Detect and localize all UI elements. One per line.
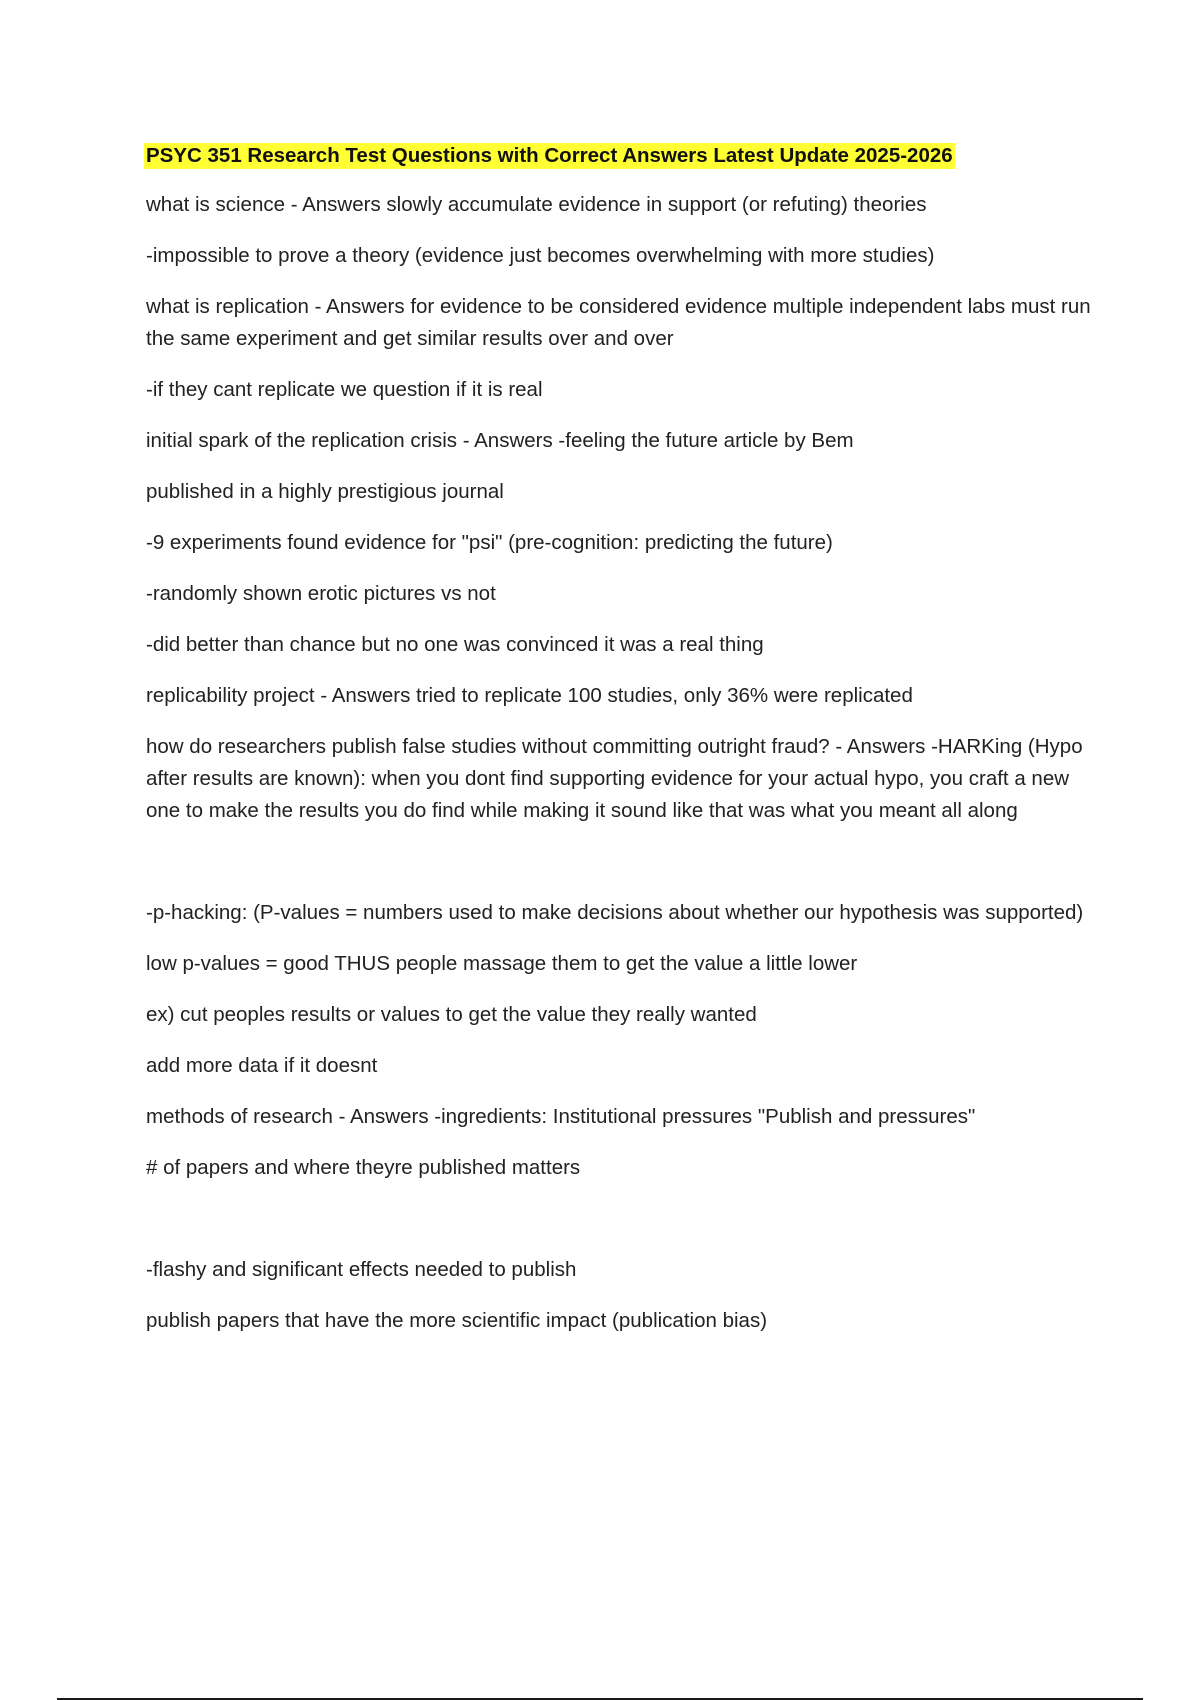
document-title: PSYC 351 Research Test Questions with Correct Answers Latest Update 2025-2026 bbox=[146, 144, 953, 167]
paragraph: -if they cant replicate we question if it is real bbox=[146, 378, 543, 401]
paragraph: publish papers that have the more scientific impact (publication bias) bbox=[146, 1309, 768, 1332]
paragraph: replicability project - Answers tried to replicate 100 studies, only 36% were replicated bbox=[146, 684, 913, 707]
paragraph: -randomly shown erotic pictures vs not bbox=[146, 582, 496, 605]
paragraph: initial spark of the replication crisis - Answers -feeling the future article by Bem bbox=[146, 429, 854, 452]
paragraph: ex) cut peoples results or values to get the value they really wanted bbox=[146, 1003, 757, 1026]
paragraph: -did better than chance but no one was convinced it was a real thing bbox=[146, 633, 764, 656]
paragraph: -9 experiments found evidence for "psi" (pre-cognition: predicting the future) bbox=[146, 531, 833, 554]
paragraph: what is replication - Answers for evidence to be considered evidence multiple independent labs must run the same experiment and get similar results over and over bbox=[146, 295, 1091, 350]
paragraph: # of papers and where theyre published matters bbox=[146, 1156, 581, 1179]
paragraph: low p-values = good THUS people massage them to get the value a little lower bbox=[146, 952, 858, 975]
document-body bbox=[146, 143, 1096, 1356]
paragraph: what is science - Answers slowly accumulate evidence in support (or refuting) theories bbox=[146, 193, 927, 216]
paragraph: published in a highly prestigious journal bbox=[146, 480, 504, 503]
paragraph: -p-hacking: (P-values = numbers used to make decisions about whether our hypothesis was supported) bbox=[146, 901, 1084, 924]
paragraph: add more data if it doesnt bbox=[146, 1054, 378, 1077]
paragraph: -flashy and significant effects needed to publish bbox=[146, 1258, 577, 1281]
paragraph: methods of research - Answers -ingredients: Institutional pressures "Publish and pressures" bbox=[146, 1105, 976, 1128]
paragraph: -impossible to prove a theory (evidence just becomes overwhelming with more studies) bbox=[146, 244, 935, 267]
paragraph: how do researchers publish false studies without committing outright fraud? - Answers -HARKing (Hypo after results are known): when you dont find supporting evidence for your actual hypo, you craft a new one to make the results you do find while making it sound like that was what you meant all along bbox=[146, 735, 1083, 822]
